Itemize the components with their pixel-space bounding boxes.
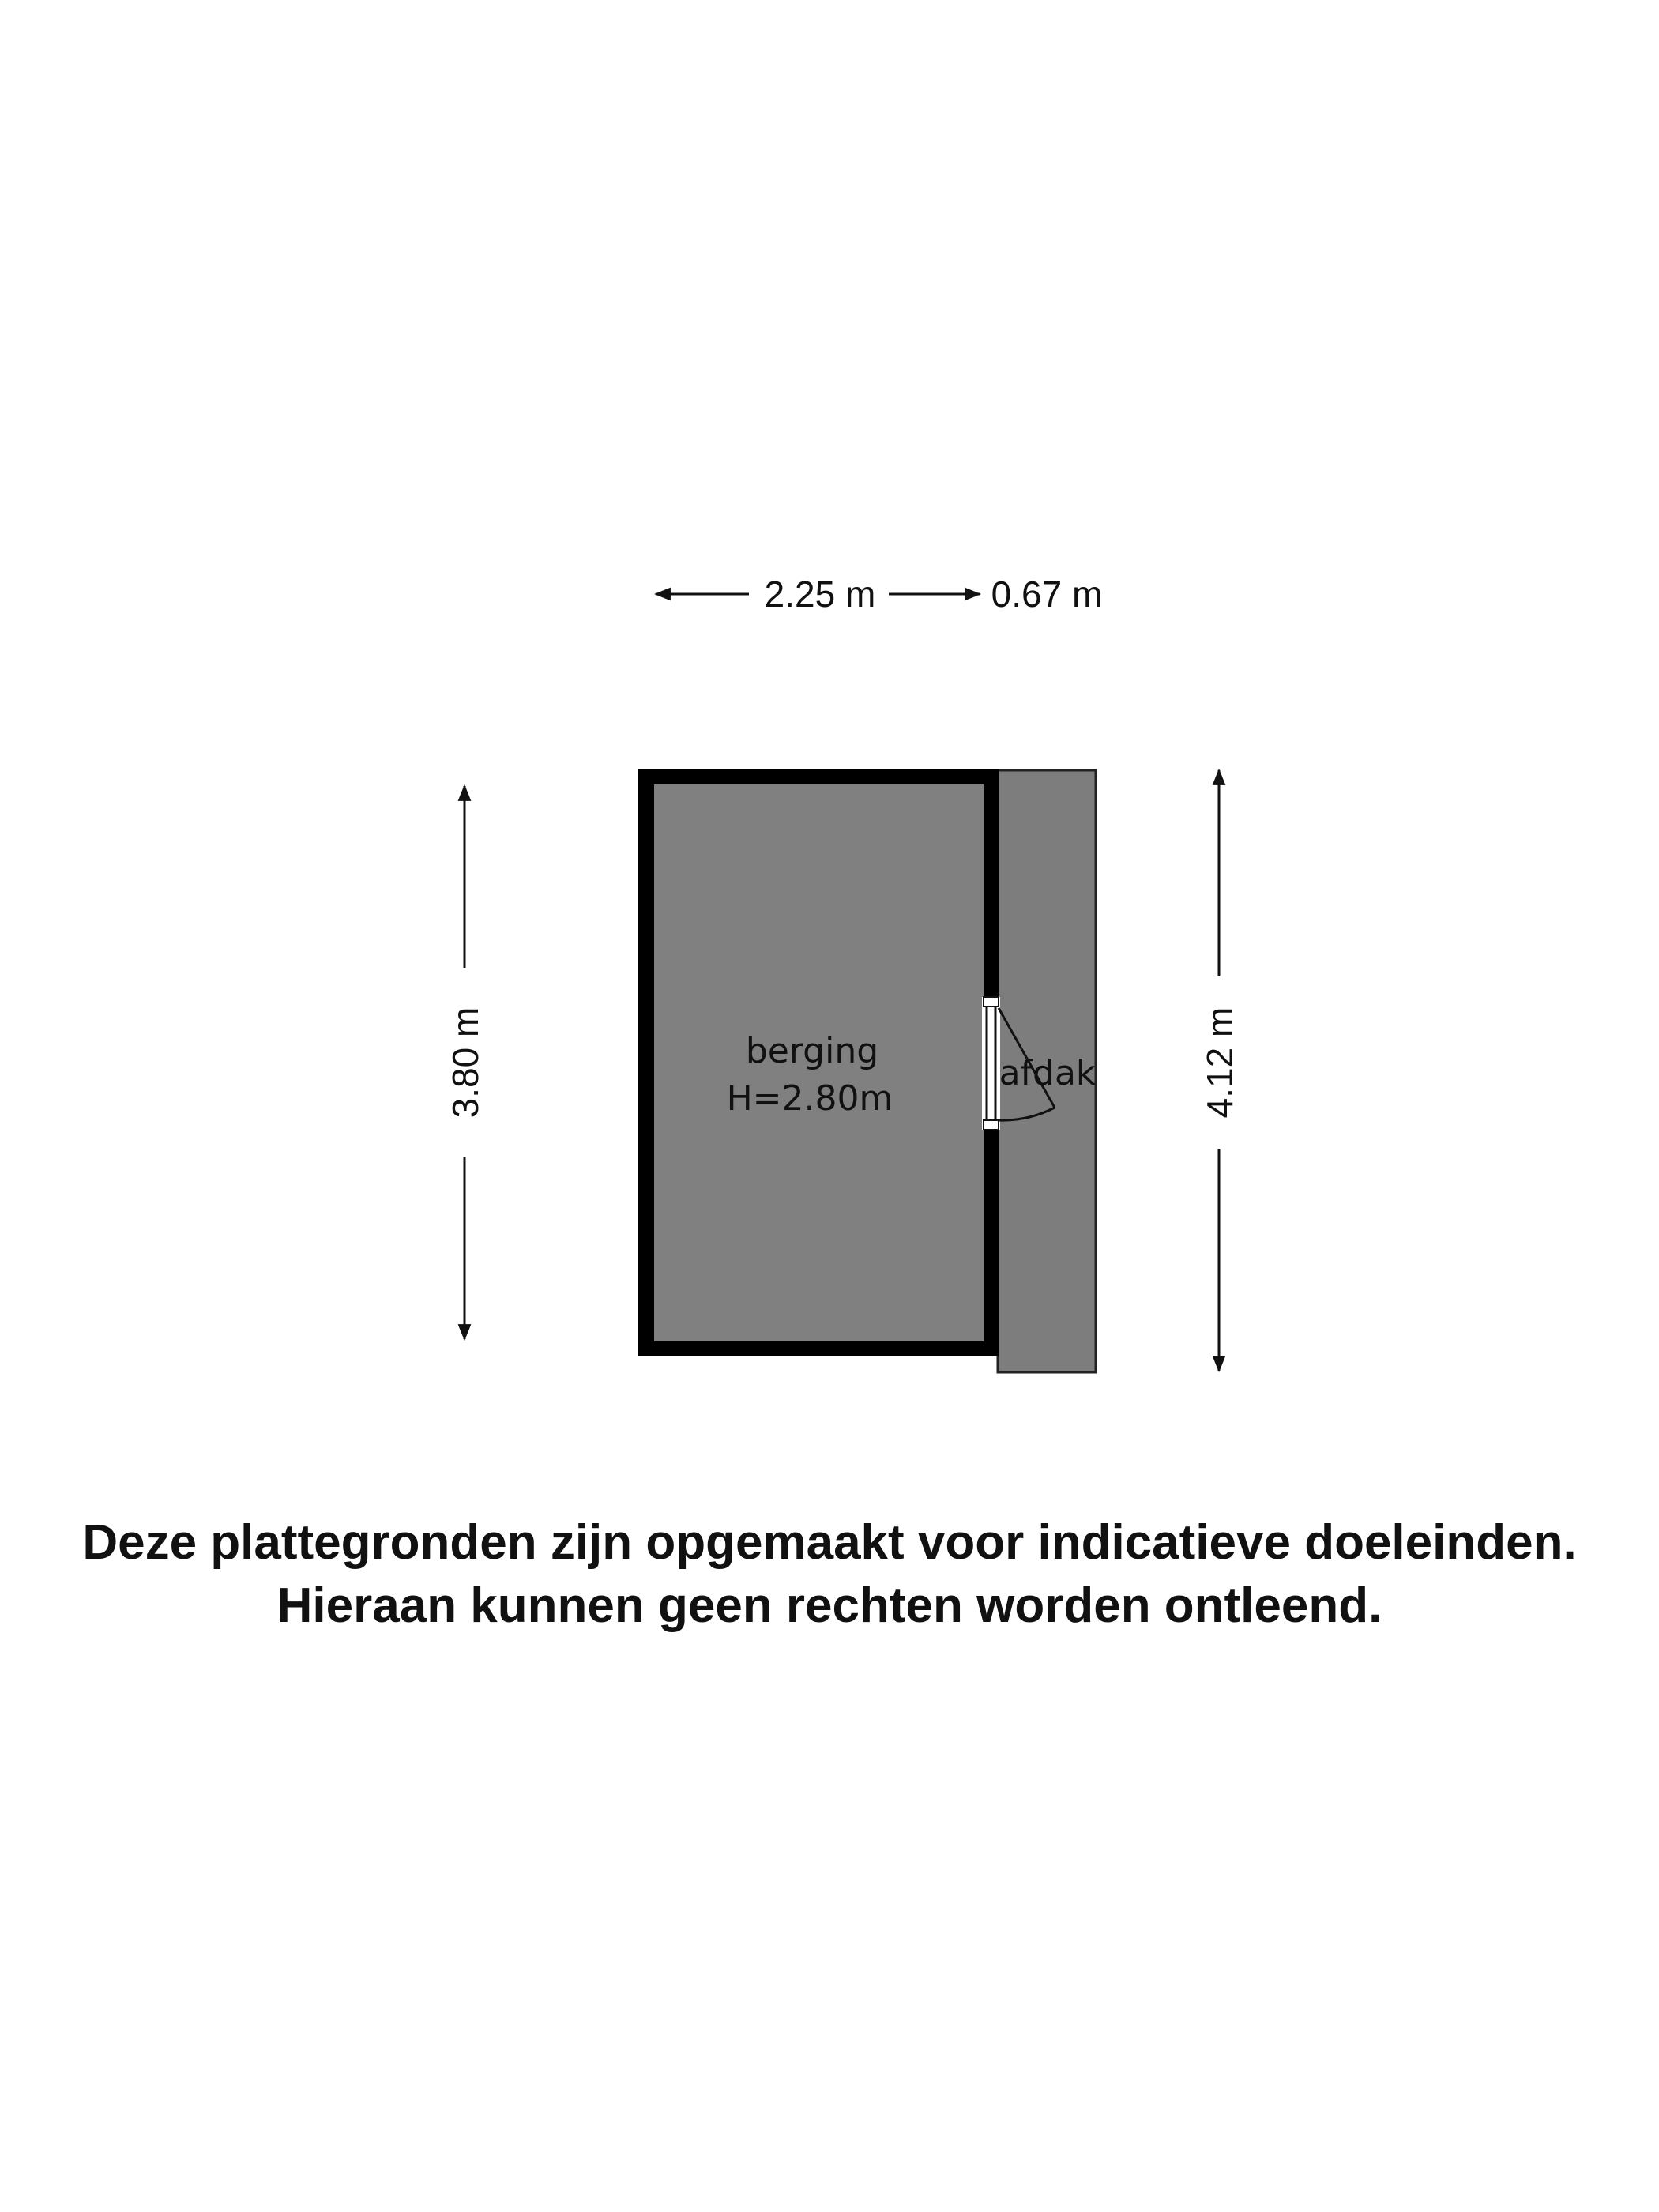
top-dimension (656, 574, 1102, 615)
right-dimension (1199, 770, 1240, 1371)
room-name-label: berging (745, 1031, 879, 1071)
room-height-label: H=2.80m (726, 1078, 893, 1119)
left-dimension (445, 786, 486, 1339)
disclaimer-line-1: Deze plattegronden zijn opgemaakt voor indicatieve doeleinden. (82, 1515, 1577, 1570)
annex-name-label: afdak (999, 1053, 1097, 1093)
width-main-label: 2.25 m (764, 574, 876, 615)
height-right-label: 4.12 m (1199, 1006, 1240, 1119)
disclaimer-line-2: Hieraan kunnen geen rechten worden ontleend. (276, 1578, 1382, 1633)
height-left-label: 3.80 m (445, 1006, 486, 1119)
width-annex-label: 0.67 m (991, 574, 1103, 615)
